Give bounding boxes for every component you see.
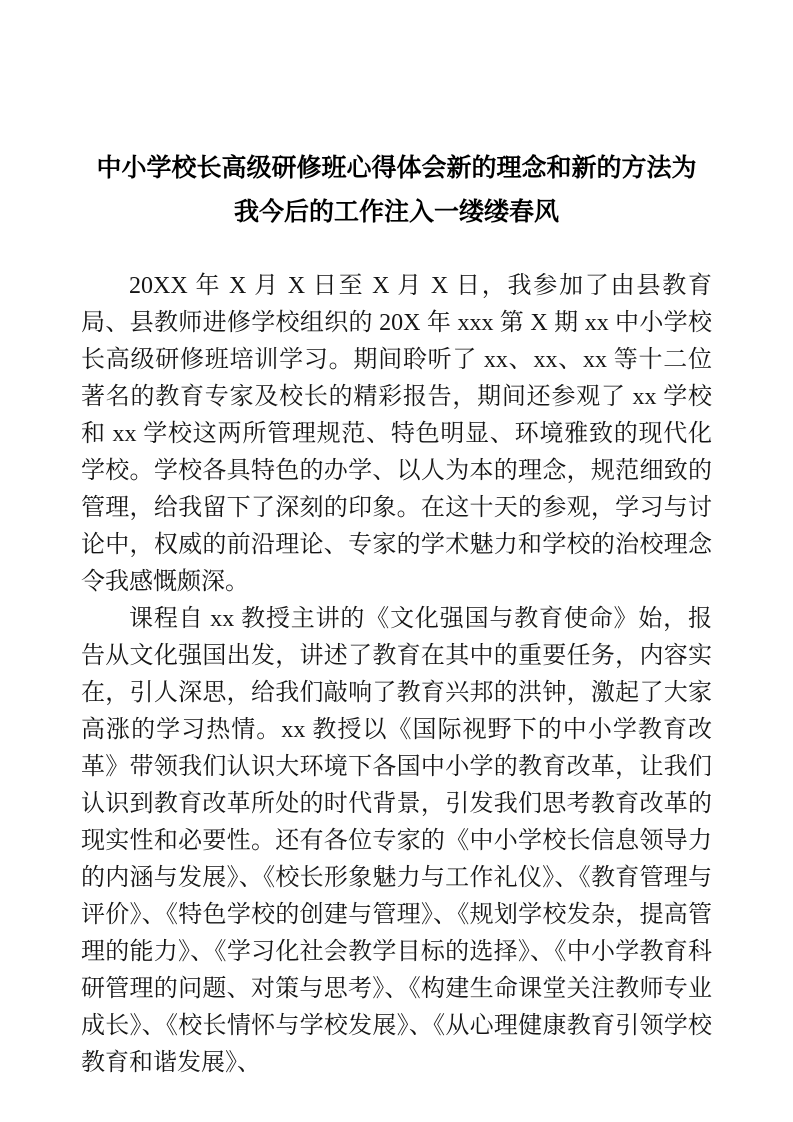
document-title: 中小学校长高级研修班心得体会新的理念和新的方法为我今后的工作注入一缕缕春风: [96, 155, 697, 226]
paragraph-2: 课程自 xx 教授主讲的《文化强国与教育使命》始，报告从文化强国出发，讲述了教育在其中的重要任务，内容实在，引人深思，给我们敲响了教育兴邦的洪钟，激起了大家高涨的学习热情。xx 教授以《国际视野下的中小学教育改革》带领我们认识大环境下各国中小学的教育改革，让我们认识到教育改革所处的时代背景，引发我们思考教育改革的现实性和必要性。还有各位专家的《中小学校长信息领导力的内涵与发展》、《校长形象魅力与工作礼仪》、《教育管理与评价》、《特色学校的创建与管理》、《规划学校发杂，提高管理的能力》、《学习化社会教学目标的选择》、《中小学教育科研管理的问题、对策与思考》、《构建生命课堂关注教师专业成长》、《校长情怀与学校发展》、《从心理健康教育引领学校教育和谐发展》、: [81, 606, 712, 1076]
paragraph-1: 20XX 年 X 月 X 日至 X 月 X 日，我参加了由县教育局、县教师进修学校组织的 20X 年 xxx 第 X 期 xx 中小学校长高级研修班培训学习。期间聆听了 xx、xx、xx 等十二位著名的教育专家及校长的精彩报告，期间还参观了 xx 学校和 xx 学校这两所管理规范、特色明显、环境雅致的现代化学校。学校各具特色的办学、以人为本的理念，规范细致的管理，给我留下了深刻的印象。在这十天的参观，学习与讨论中，权威的前沿理论、专家的学术魅力和学校的治校理念令我感慨颇深。: [81, 273, 712, 595]
document-body: [81, 268, 712, 1082]
